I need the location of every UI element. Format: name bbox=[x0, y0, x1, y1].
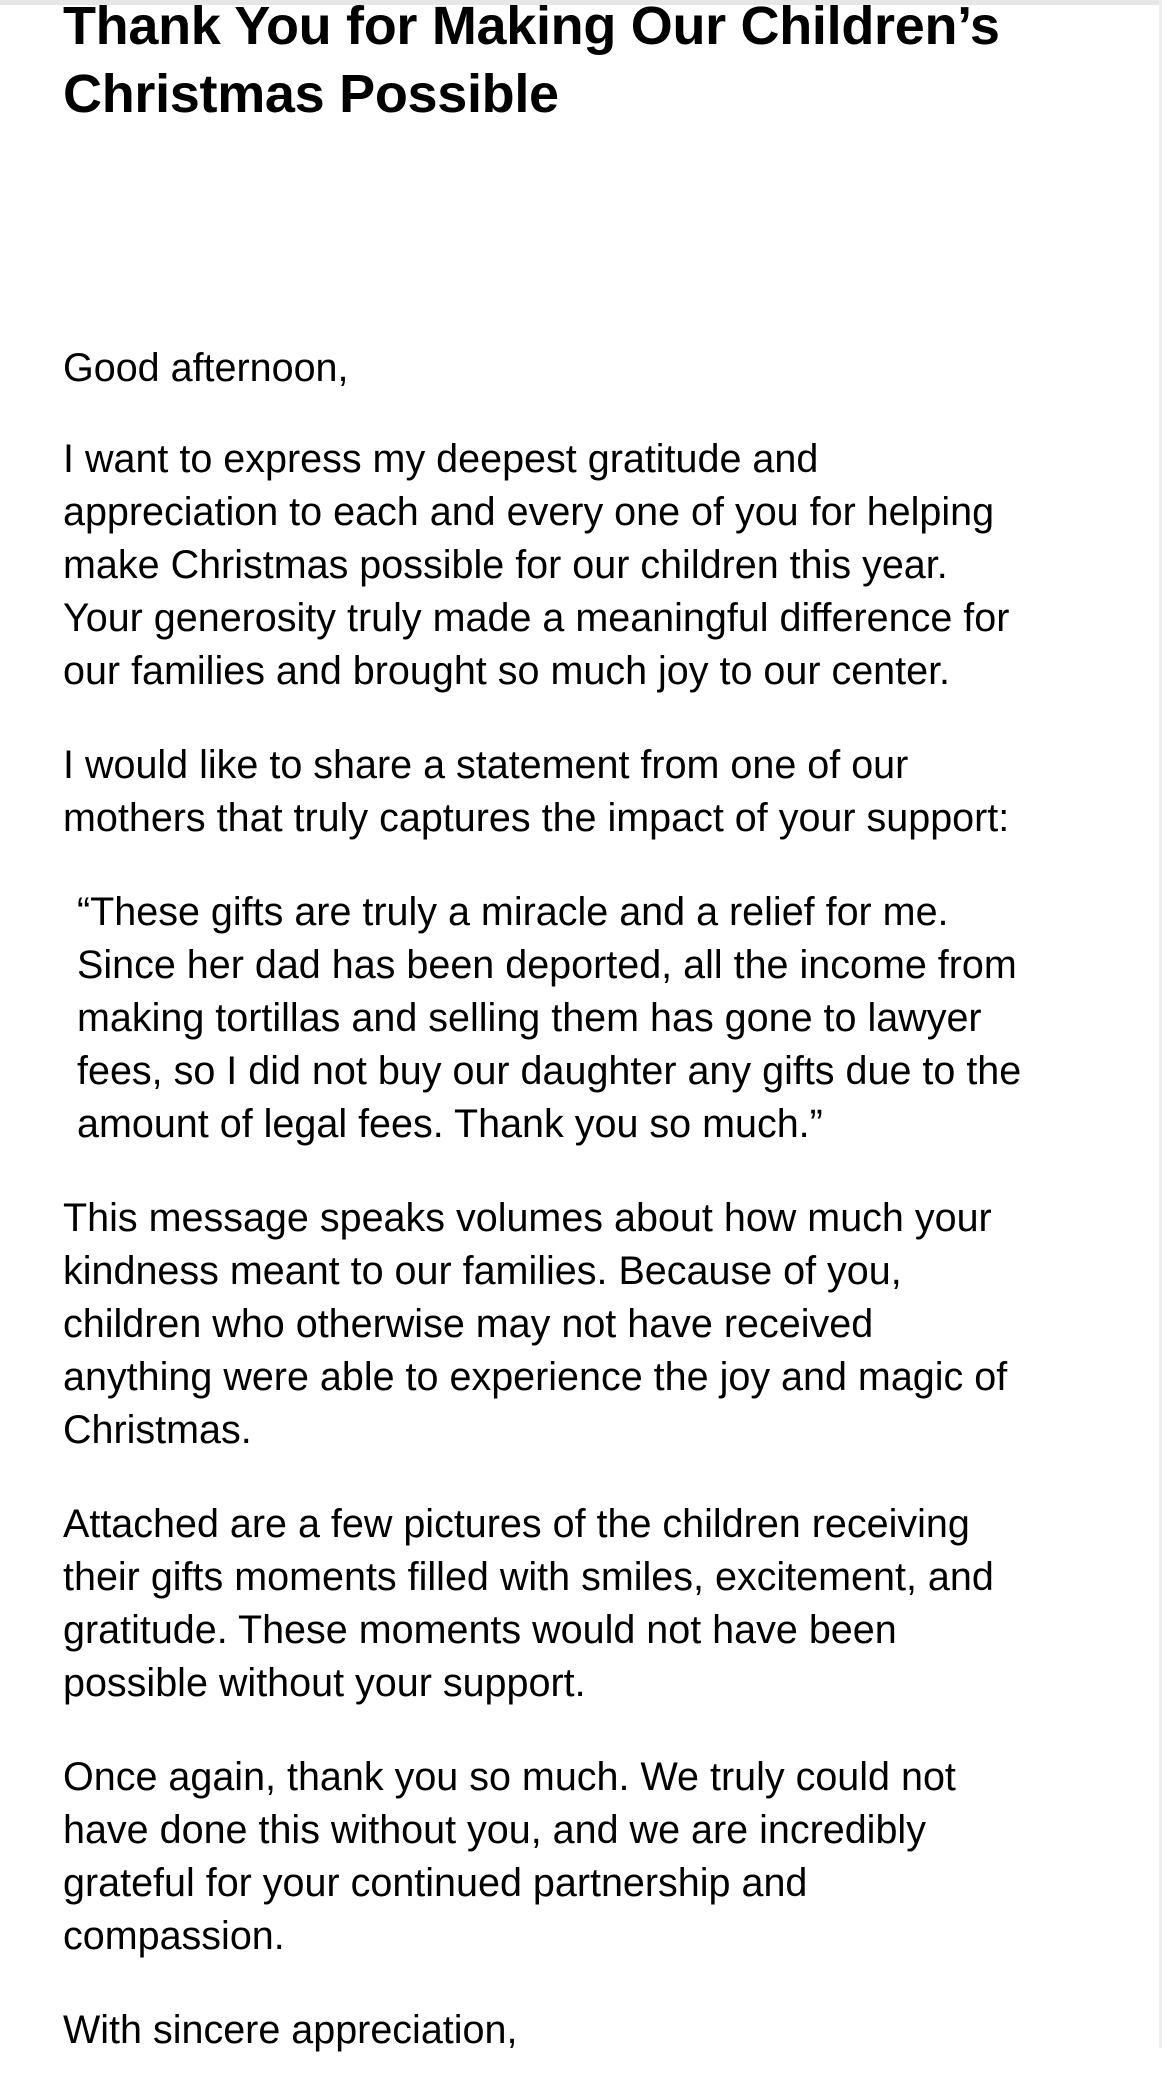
email-subject: Thank You for Making Our Children’s Christmas Possible bbox=[63, 0, 1000, 124]
mother-quote: “These gifts are truly a miracle and a relief for me. Since her dad has been deported, all the income from making tortillas and selling them has gone to lawyer fees, so I did not buy our daughter any gifts due to the amount of legal fees. Thank you so much.” bbox=[77, 890, 1022, 1146]
greeting: Good afternoon, bbox=[63, 346, 349, 390]
paragraph-impact: This message speaks volumes about how much your kindness meant to our families. Because of you, children who otherwise may not have received anything were able to experience the joy and magic of Christmas. bbox=[63, 1196, 1008, 1452]
email-message bbox=[63, 0, 1103, 2098]
email-body bbox=[63, 342, 1103, 2057]
paragraph-gratitude: I want to express my deepest gratitude and appreciation to each and every one of you for helping make Christmas possible for our children this year. Your generosity truly made a meaningful difference for our families and brought so much joy to our center. bbox=[63, 437, 1010, 693]
paragraph-attachments: Attached are a few pictures of the children receiving their gifts moments filled with smiles, excitement, and gratitude. These moments would not have been possible without your support. bbox=[63, 1502, 994, 1705]
paragraph-closing: Once again, thank you so much. We truly could not have done this without you, and we are incredibly grateful for your continued partnership and compassion. bbox=[63, 1755, 956, 1958]
signoff: With sincere appreciation, bbox=[63, 2008, 518, 2052]
paragraph-statement-intro: I would like to share a statement from one of our mothers that truly captures the impact of your support: bbox=[63, 743, 1010, 840]
